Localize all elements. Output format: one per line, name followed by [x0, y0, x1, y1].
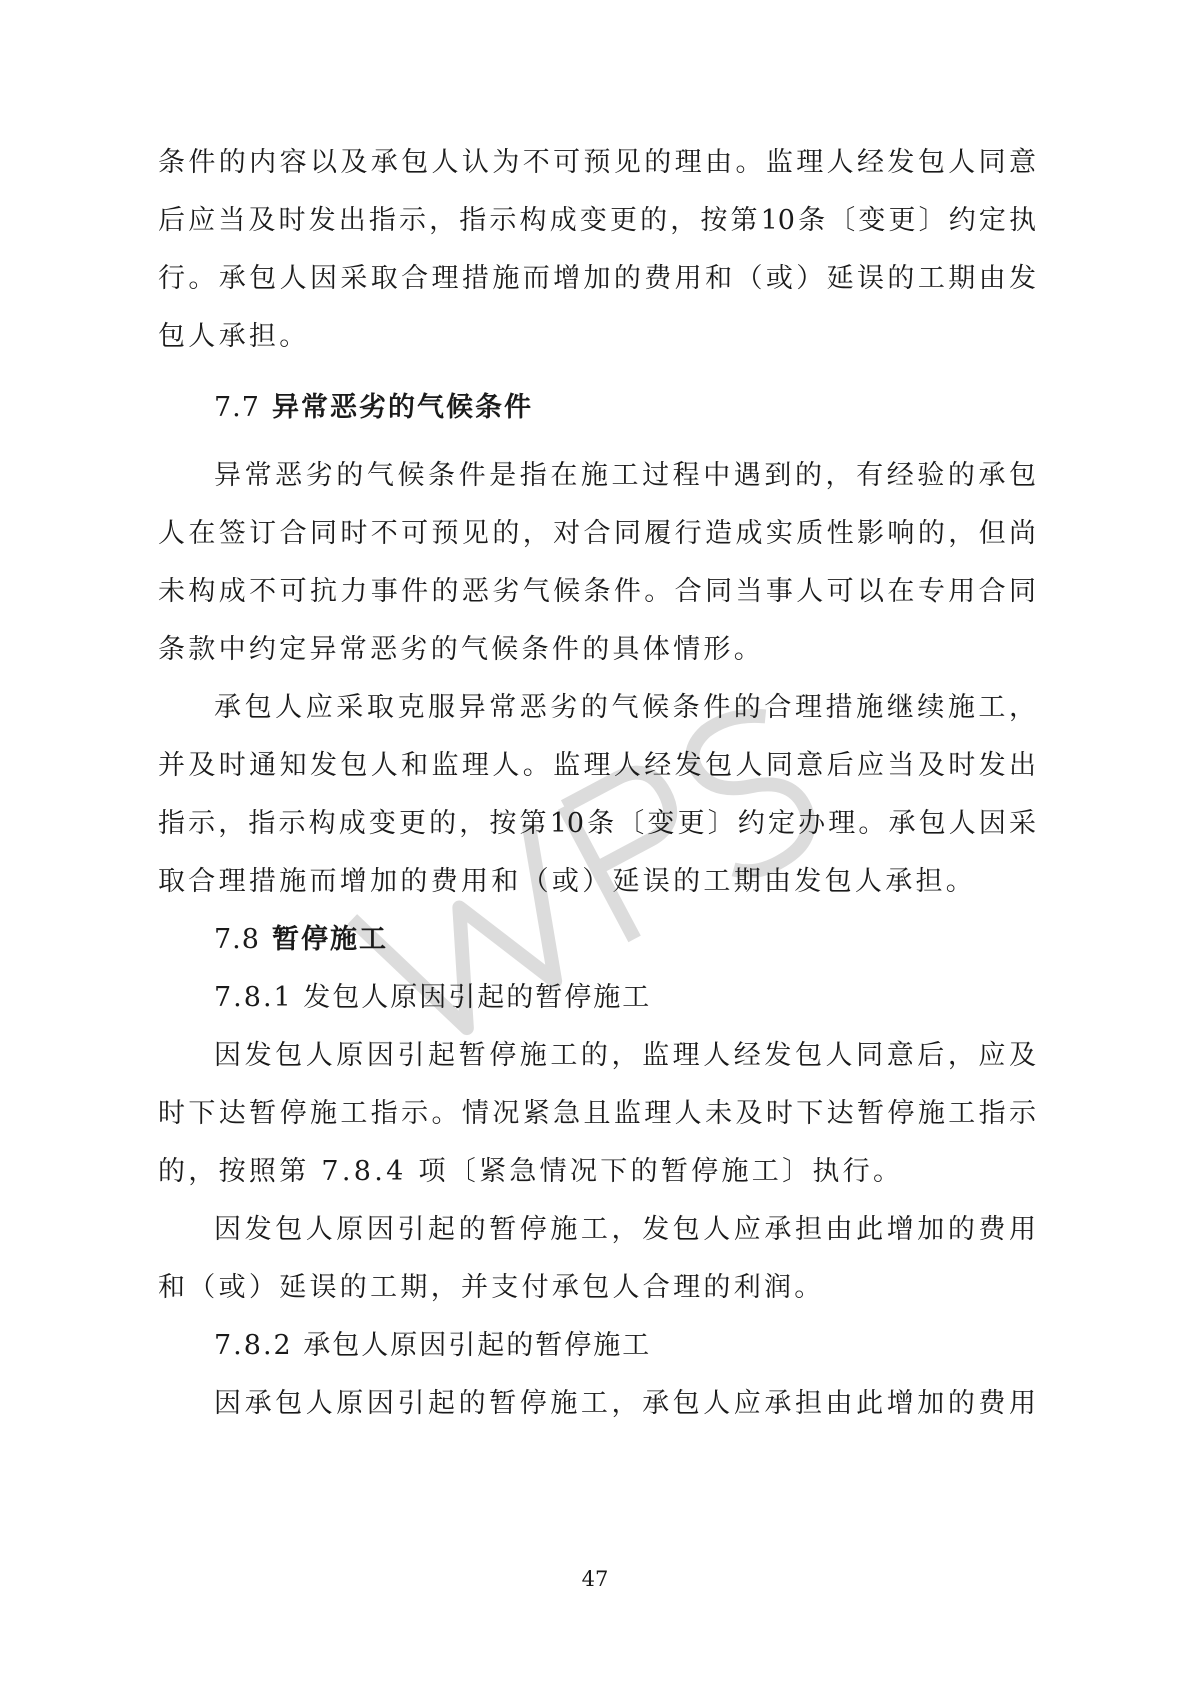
section-heading-7-8	[214, 922, 388, 958]
text-line: 包人承担。	[158, 321, 310, 352]
section-title: 暂停施工	[271, 924, 388, 955]
text-line: 人在签订合同时不可预见的，对合同履行造成实质性影响的，但尚	[158, 518, 1036, 549]
text-line: 条件的内容以及承包人认为不可预见的理由。监理人经发包人同意	[158, 147, 1036, 178]
subsection-heading-7-8-2: 7.8.2 承包人原因引起的暂停施工	[214, 1330, 652, 1361]
text-line: 因发包人原因引起暂停施工的，监理人经发包人同意后，应及	[214, 1040, 1036, 1071]
text-line: 的，按照第 7.8.4 项〔紧急情况下的暂停施工〕执行。	[158, 1156, 904, 1187]
section-number: 7.8	[214, 924, 260, 955]
page-number: 47	[581, 1567, 609, 1591]
text-line: 后应当及时发出指示，指示构成变更的，按第10条〔变更〕约定执	[158, 205, 1036, 236]
text-line: 并及时通知发包人和监理人。监理人经发包人同意后应当及时发出	[158, 750, 1036, 781]
subsection-heading-7-8-1: 7.8.1 发包人原因引起的暂停施工	[214, 982, 652, 1013]
text-line: 时下达暂停施工指示。情况紧急且监理人未及时下达暂停施工指示	[158, 1098, 1036, 1129]
section-heading-7-7	[214, 390, 533, 426]
section-number: 7.7	[214, 392, 260, 423]
text-line: 未构成不可抗力事件的恶劣气候条件。合同当事人可以在专用合同	[158, 576, 1036, 607]
text-line: 条款中约定异常恶劣的气候条件的具体情形。	[158, 634, 764, 665]
text-line: 异常恶劣的气候条件是指在施工过程中遇到的，有经验的承包	[214, 460, 1036, 491]
text-line: 承包人应采取克服异常恶劣的气候条件的合理措施继续施工，	[214, 692, 1036, 723]
text-line: 取合理措施而增加的费用和（或）延误的工期由发包人承担。	[158, 866, 977, 897]
text-line: 和（或）延误的工期，并支付承包人合理的利润。	[158, 1272, 825, 1303]
text-line: 因发包人原因引起的暂停施工，发包人应承担由此增加的费用	[214, 1214, 1036, 1245]
text-line: 指示，指示构成变更的，按第10条〔变更〕约定办理。承包人因采	[158, 808, 1036, 839]
text-line: 因承包人原因引起的暂停施工，承包人应承担由此增加的费用	[214, 1388, 1036, 1419]
section-title: 异常恶劣的气候条件	[271, 392, 533, 423]
text-line: 行。承包人因采取合理措施而增加的费用和（或）延误的工期由发	[158, 263, 1036, 294]
